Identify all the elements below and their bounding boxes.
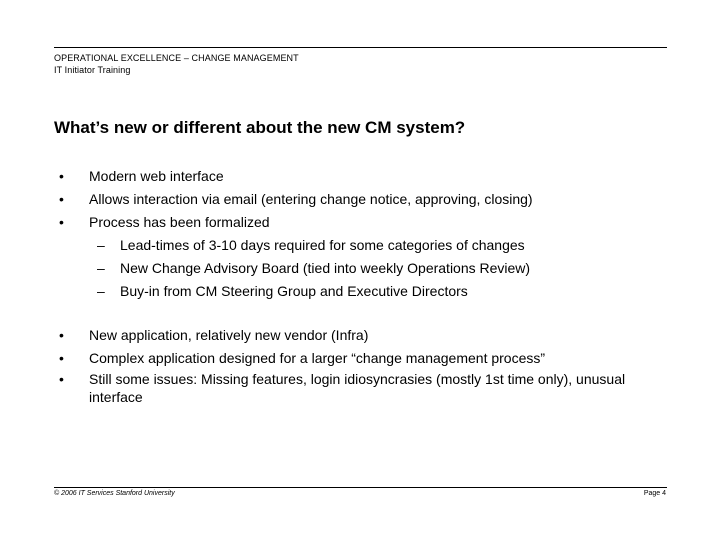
- bullet-marker: •: [59, 168, 64, 184]
- bullet-marker: •: [59, 327, 64, 343]
- bullet-item: [54, 324, 674, 347]
- bullet-item: [54, 211, 674, 234]
- sub-bullet-marker: –: [97, 283, 105, 299]
- footer-rule: [54, 487, 667, 488]
- sub-bullet-item: [54, 280, 674, 303]
- sub-bullet-text: New Change Advisory Board (tied into weekly Operations Review): [120, 260, 531, 276]
- list-spacer: [54, 303, 674, 324]
- bullet-marker: •: [59, 371, 64, 387]
- slide-title: What’s new or different about the new CM system?: [54, 118, 466, 137]
- header-rule: [54, 47, 667, 48]
- header-section-title: OPERATIONAL EXCELLENCE – CHANGE MANAGEMENT: [54, 53, 299, 63]
- sub-bullet-item: [54, 257, 674, 280]
- bullet-marker: •: [59, 191, 64, 207]
- sub-bullet-marker: –: [97, 237, 105, 253]
- bullet-item: [54, 188, 674, 211]
- bullet-text: New application, relatively new vendor (Infra): [89, 327, 369, 343]
- footer-page-number: Page 4: [643, 490, 666, 497]
- bullet-marker: •: [59, 350, 64, 366]
- sub-bullet-text: Buy-in from CM Steering Group and Executive Directors: [120, 283, 468, 299]
- bullet-item: [54, 370, 674, 411]
- bullet-text: Allows interaction via email (entering change notice, approving, closing): [89, 191, 533, 207]
- bullet-list: [54, 165, 674, 411]
- sub-bullet-text: Lead-times of 3-10 days required for some categories of changes: [120, 237, 525, 253]
- sub-bullet-marker: –: [97, 260, 105, 276]
- bullet-text: Process has been formalized: [89, 214, 270, 230]
- bullet-marker: •: [59, 214, 64, 230]
- sub-bullet-item: [54, 234, 674, 257]
- bullet-item: [54, 347, 674, 370]
- bullet-text: Modern web interface: [89, 168, 224, 184]
- slide-header: [54, 52, 299, 76]
- bullet-text: Complex application designed for a larger “change management process”: [89, 350, 546, 366]
- footer-copyright: © 2006 IT Services Stanford University: [54, 490, 175, 497]
- header-subtitle: IT Initiator Training: [54, 65, 131, 75]
- bullet-text: Still some issues: Missing features, login idiosyncrasies (mostly 1st time only), unusual interface: [89, 371, 626, 405]
- bullet-item: [54, 165, 674, 188]
